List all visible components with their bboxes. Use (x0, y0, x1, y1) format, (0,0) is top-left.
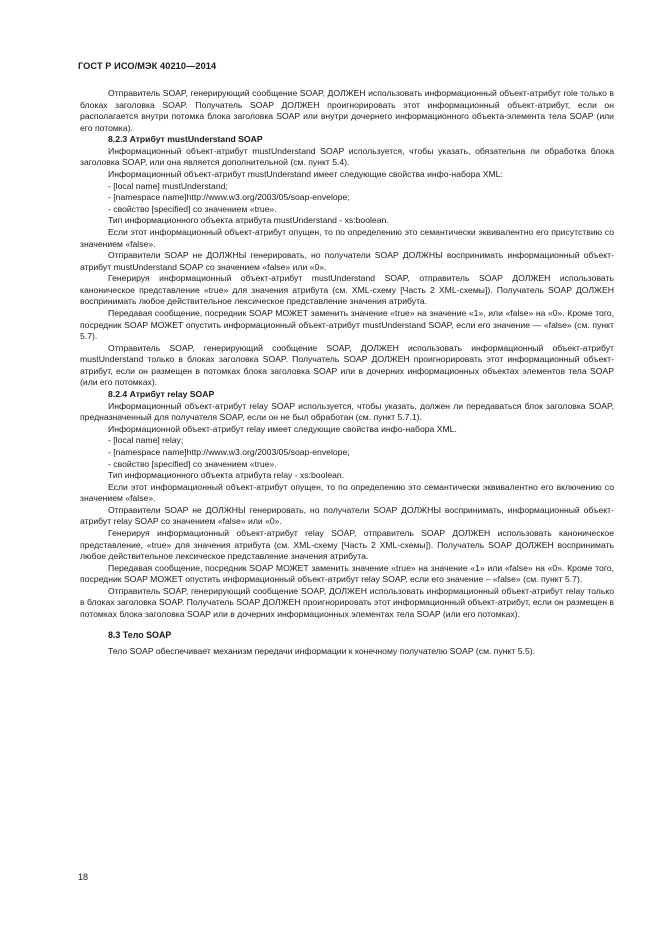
paragraph: Передавая сообщение, посредник SOAP МОЖЕТ заменить значение «true» на значение «1», или «false» на «0». Кроме того, посредник SOAP МОЖЕТ опустить информационный объект-атрибут mustUnderstand SOAP, если его значение — «false» (см. пункт 5.7). (80, 307, 614, 342)
page-number: 18 (78, 872, 89, 882)
list-item: - [local name] mustUnderstand; (108, 180, 228, 191)
paragraph: Генерируя информационный объект-атрибут mustUnderstand SOAP, отправитель SOAP ДОЛЖЕН использовать каноническое представление «true» для значения атрибута (см. XML-схему [Часть 2 XML-схемы]). Получатель SOAP ДОЛЖЕН воспринимать любое действительное лексическое представление значения атрибута. (80, 273, 614, 307)
list-item: - свойство [specified] со значением «true». (108, 458, 277, 469)
paragraph: Информационный объект-атрибут relay SOAP используется, чтобы указать, должен ли передаваться блок заголовка SOAP, предназначенный для получателя SOAP, если он не был обработан (см. пункт 5.7.1). (80, 400, 614, 423)
paragraph: Отправитель SOAP, генерирующий сообщение SOAP, ДОЛЖЕН использовать информационный объект-атрибут relay только в блоках заголовка SOAP. Получатель SOAP ДОЛЖЕН проигнорировать этот информационный объект-атрибут, если он размещен в потомках блока заголовка SOAP или в дочерних информационных элементах тела SOAP (или его потомках). (80, 585, 614, 620)
paragraph: Тип информационного объекта атрибута mustUnderstand - xs:boolean. (108, 215, 389, 226)
document-header: ГОСТ Р ИСО/МЭК 40210—2014 (78, 61, 217, 71)
paragraph: Если этот информационный объект-атрибут опущен, то по определению это семантически эквивалентно его включению со значением «false». (80, 481, 614, 504)
paragraph: Генерируя информационный объект-атрибут relay SOAP, отправитель SOAP ДОЛЖЕН использовать каноническое представление, «true» для значения атрибута (см. XML-схему [Часть 2 XML-схемы]). Получатель SOAP ДОЛЖЕН воспринимать любое действительное лексическое представление значения атрибута. (80, 527, 614, 562)
paragraph: Тип информационного объекта атрибута relay - xs:boolean. (108, 470, 345, 481)
document-body (80, 88, 614, 658)
paragraph: Передавая сообщение, посредник SOAP МОЖЕТ заменить значение «true» на значение «1» или «false» на «0». Кроме того, посредник SOAP МОЖЕТ опустить информационный объект-атрибут relay SOAP, если его значение – «false» (см. пункт 5.7). (80, 562, 614, 585)
paragraph: Отправители SOAP не ДОЛЖНЫ генерировать, но получатели SOAP ДОЛЖНЫ воспринимать, информационный объект-атрибут relay SOAP со значением «false» или «0». (80, 504, 614, 527)
list-item: - [local name] relay; (108, 435, 184, 446)
paragraph: Отправители SOAP не ДОЛЖНЫ генерировать, но получатели SOAP ДОЛЖНЫ воспринимать информационный объект-атрибут mustUnderstand SOAP со значением «false» или «0». (80, 250, 614, 272)
list-item: - [namespace name]http://www.w3.org/2003/05/soap-envelope; (108, 446, 350, 457)
paragraph: Тело SOAP обеспечивает механизм передачи информации к конечному получателю SOAP (см. пункт 5.5). (108, 646, 536, 657)
section-heading: 8.3 Тело SOAP (108, 629, 172, 640)
section-heading: 8.2.4 Атрибут relay SOAP (108, 389, 215, 400)
paragraph: Отправитель SOAP, генерирующий сообщение SOAP, ДОЛЖЕН использовать информационный объект-атрибут mustUnderstand только в блоках заголовка SOAP. Получатель SOAP ДОЛЖЕН проигнорировать этот информационный объект-атрибут, если он размещен в потомках блока заголовка SOAP или в дочерних информационных объектах элементов тела SOAP (или его потомках). (80, 342, 614, 388)
paragraph: Информационный объект-атрибут mustUnderstand имеет следующие свойства инфо-набора XML: (108, 169, 503, 180)
paragraph: Информационной объект-атрибут relay имеет следующие свойства инфо-набора XML. (108, 423, 457, 434)
paragraph: Информационный объект-атрибут mustUnderstand SOAP используется, чтобы указать, обязательна ли обработка блока заголовка SOAP, или она является дополнительной (см. пункт 5.4). (80, 145, 614, 168)
paragraph: Отправитель SOAP, генерирующий сообщение SOAP, ДОЛЖЕН использовать информационный объект-атрибут role только в блоках заголовка SOAP. Получатель SOAP ДОЛЖЕН проигнорировать этот информационный объект-атрибут, если он располагается внутри потомка блока заголовка SOAP или внутри дочернего информационного объекта-элемента тела SOAP (или его потомка). (80, 88, 614, 133)
list-item: - свойство [specified] со значением «true». (108, 203, 277, 214)
list-item: - [namespace name]http://www.w3.org/2003/05/soap-envelope; (108, 192, 350, 203)
section-heading: 8.2.3 Атрибут mustUnderstand SOAP (108, 134, 263, 145)
paragraph: Если этот информационный объект-атрибут опущен, то по определению это семантически эквивалентно его присутствию со значением «false». (80, 226, 614, 249)
